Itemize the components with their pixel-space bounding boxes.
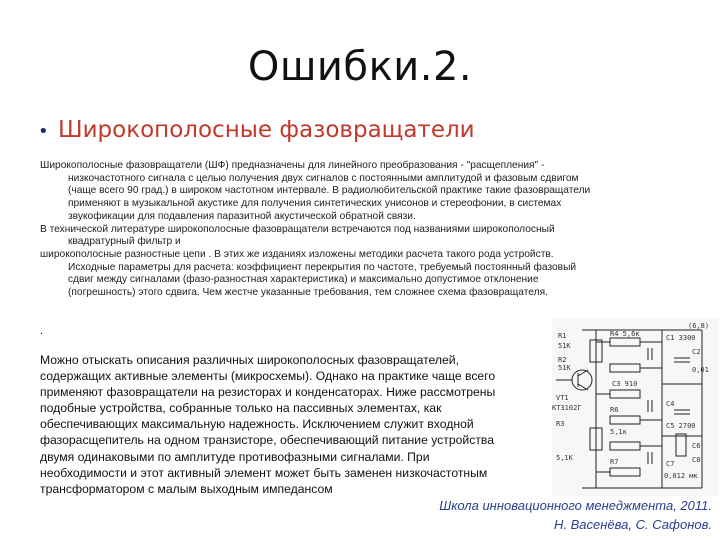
lower-line: фазорасщепитель на одном транзисторе, обеспечивающий питание устройства — [40, 433, 495, 448]
body-line: (погрешность) этого сдвига. Чем жестче указанные требования, тем сложнее схема фазовращателя. — [68, 287, 548, 299]
bullet-dot-icon: • — [38, 121, 49, 142]
schematic-label: R6 — [610, 406, 619, 414]
bullet-heading — [38, 117, 475, 143]
body-line: низкочастотного сигнала с целью получения двух сигналов с постоянными амплитудой и фазовым сдвигом — [68, 172, 579, 184]
slide-title: Ошибки.2. — [247, 44, 473, 90]
lower-line: обеспечивающих максимальную надежность. Исключением служит входной — [40, 417, 474, 432]
body-line: квадратурный фильтр и — [68, 236, 181, 248]
schematic-label: C8 — [692, 456, 701, 464]
schematic-label: R1 — [558, 332, 567, 340]
schematic-label: 5,1к — [610, 428, 627, 436]
lower-line: Можно отыскать описания различных широкополосных фазовращателей, — [40, 353, 459, 367]
schematic-label: 5,1К — [556, 454, 573, 462]
separator-dot: . — [40, 325, 44, 337]
schematic-label: C1 3300 — [666, 334, 696, 342]
schematic-label: 0,01 — [692, 366, 709, 374]
lower-line: трансформатором с малым выходным импедансом — [40, 481, 333, 496]
body-line: (чаще всего 90 град.) в широком частотном интервале. В радиолюбительской практике такие фазовращатели — [68, 185, 591, 197]
schematic-label: C7 — [666, 460, 675, 468]
schematic-label: R7 — [610, 458, 619, 466]
schematic-label: R4 5,6к — [610, 330, 640, 338]
body-line: В технической литературе широкополосные фазовращатели встречаются под названиями широкополосный — [40, 223, 555, 235]
signature-line: Школа инновационного менеджмента, 2011. — [439, 498, 712, 513]
schematic-label: C6 — [692, 442, 701, 450]
lower-line: содержащих активные элементы (микросхемы). Однако на практике чаще всего — [40, 369, 496, 384]
body-line: Исходные параметры для расчета: коэффициент перекрытия по частоте, требуемый постоянный фазовый — [68, 261, 577, 273]
lower-paragraph — [40, 352, 530, 497]
body-line: звукофикации для подавления паразитной акустической обратной связи. — [68, 210, 416, 222]
circuit-schematic — [552, 318, 718, 496]
schematic-label: C5 2700 — [666, 422, 696, 430]
body-line: сдвиг между сигналами (фазо-разностная характеристика) и максимально допустимое отклонение — [68, 274, 539, 286]
schematic-label: (6,8) — [688, 322, 710, 330]
schematic-label: C2 — [692, 348, 701, 356]
schematic-label: КТ3102Г — [552, 404, 582, 412]
body-line: широкополосные разностные цепи . В этих же изданиях изложены методики расчета такого рода устройств. — [40, 248, 554, 260]
lower-line: подобные устройства, собранные только на пассивных элементах, как — [40, 401, 442, 416]
body-line: применяют в музыкальной акустике для получения синтетических унисонов и стереофонии, в системах — [68, 198, 562, 210]
body-text — [40, 160, 680, 300]
schematic-label: VT1 — [556, 394, 569, 402]
schematic-label: C4 — [666, 400, 675, 408]
schematic-label: 0,012 мк — [664, 472, 698, 480]
schematic-label: C3 910 — [612, 380, 638, 388]
lower-line: применяют фазовращатели на резисторах и конденсаторах. Ниже рассмотрены — [40, 385, 496, 400]
schematic-label: R2 — [558, 356, 567, 364]
lower-line: двумя одинаковыми по амплитуде противофазными сигналами. При — [40, 449, 430, 464]
author-signature — [439, 496, 712, 534]
bullet-text: Широкополосные фазовращатели — [58, 117, 475, 143]
schematic-label: 51К — [558, 364, 571, 372]
schematic-label: 51К — [558, 342, 571, 350]
body-line: Широкополосные фазовращатели (ШФ) предназначены для линейного преобразования - "расщепления" - — [40, 160, 545, 171]
schematic-label: R3 — [556, 420, 565, 428]
signature-line: Н. Васенёва, С. Сафонов. — [554, 517, 712, 532]
lower-line: необходимости и этот активный элемент может быть заменен низкочастотным — [40, 465, 488, 480]
